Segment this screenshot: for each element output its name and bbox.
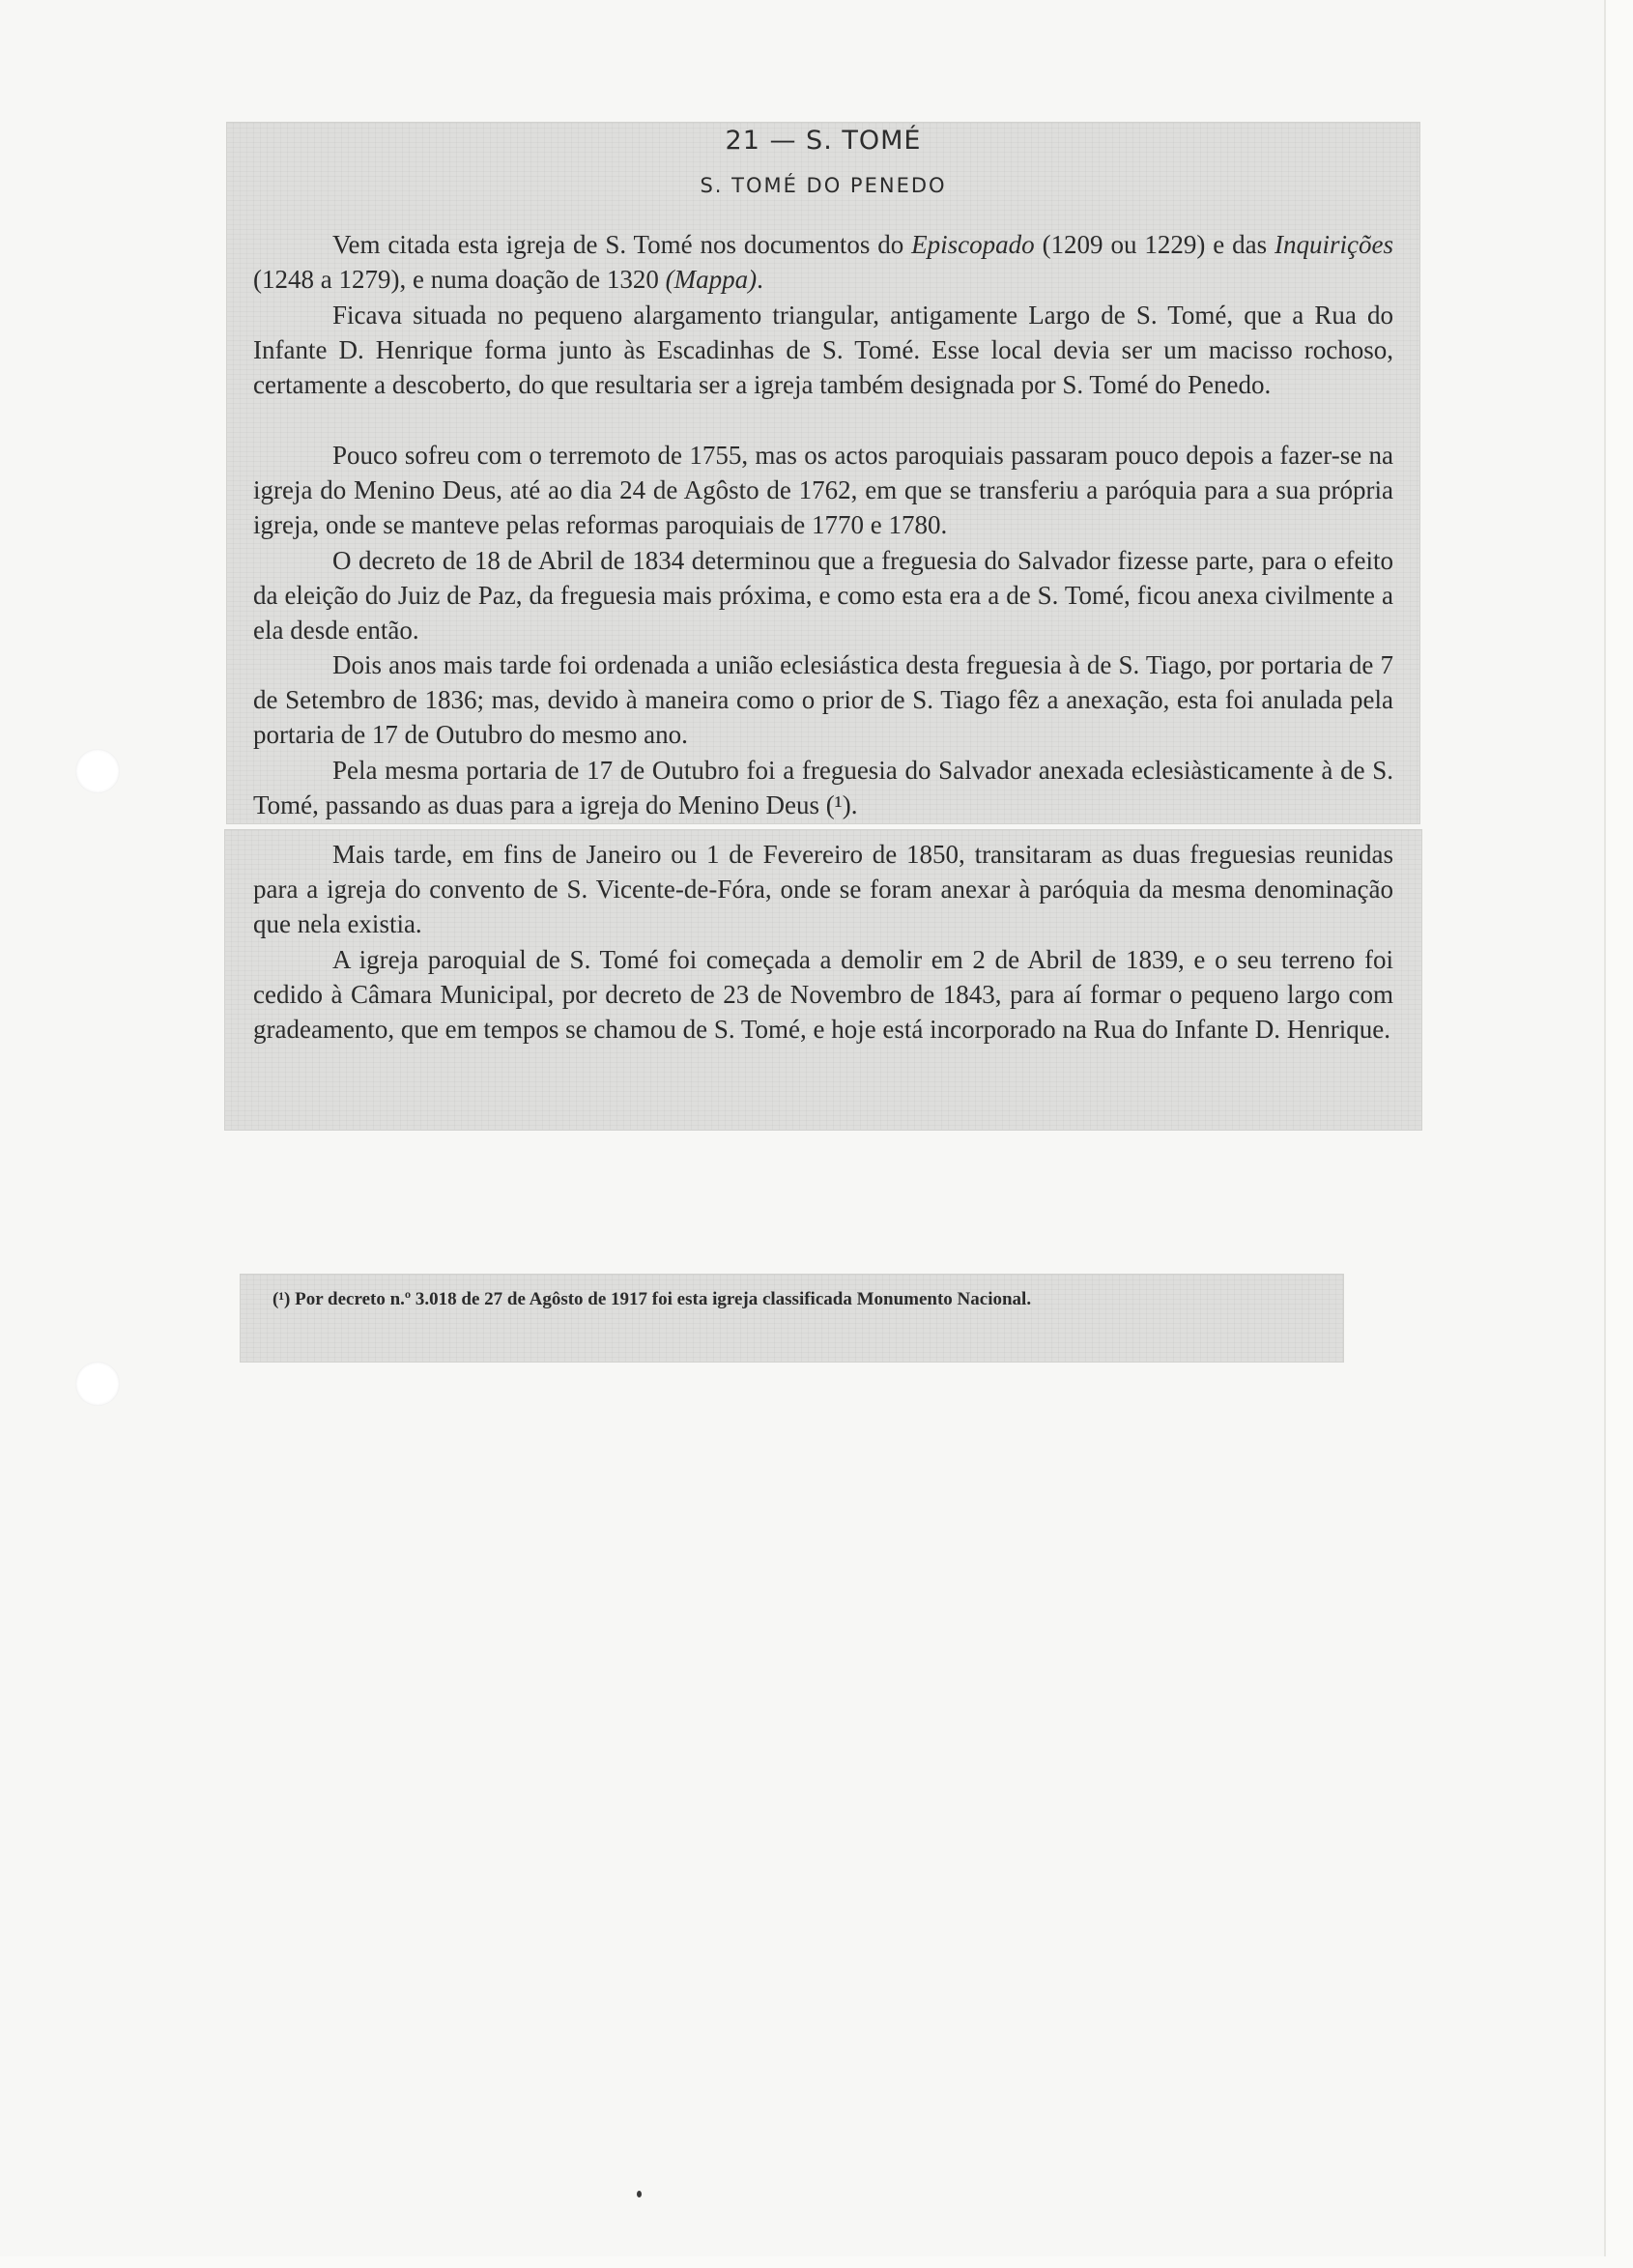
- paragraph-sao-vicente: Mais tarde, em fins de Janeiro ou 1 de Fevereiro de 1850, transitaram as duas freguesias reunidas para a igreja do convento de S. Vicente-de-Fóra, onde se foram anexar à paróquia da mesma denominação que nela existia.: [253, 840, 1393, 938]
- paragraph-decree-1834: O decreto de 18 de Abril de 1834 determinou que a freguesia do Salvador fizesse parte, para o efeito da eleição do Juiz de Paz, da freguesia mais próxima, e como esta era a de S. Tomé, ficou anexa civilmente a ela desde então.: [253, 546, 1393, 645]
- section-title: 21 — S. TOMÉ: [725, 126, 922, 156]
- paragraph-demolition: A igreja paroquial de S. Tomé foi começada a demolir em 2 de Abril de 1839, e o seu terreno foi cedido à Câmara Municipal, por decreto de 23 de Novembro de 1843, para aí formar o pequeno largo com gradeamento, que em tempos se chamou de S. Tomé, e hoje está incorporado na Rua do Infante D. Henrique.: [253, 945, 1393, 1044]
- paragraph-union-1836: Dois anos mais tarde foi ordenada a união eclesiástica desta freguesia à de S. Tiago, por portaria de 7 de Setembro de 1836; mas, devido à maneira como o prior de S. Tiago fêz a anexação, esta foi anulada pela portaria de 17 de Outubro do mesmo ano.: [253, 650, 1393, 749]
- paragraph-location: Ficava situada no pequeno alargamento triangular, antigamente Largo de S. Tomé, que a Rua do Infante D. Henrique forma junto às Escadinhas de S. Tomé. Esse local devia ser um macisso rochoso, certamente a descoberto, do que resultaria ser a igreja também designada por S. Tomé do Penedo.: [253, 301, 1393, 399]
- footnote: (¹) Por decreto n.º 3.018 de 27 de Agôsto de 1917 foi esta igreja classificada Monumento Nacional.: [272, 1289, 1032, 1309]
- paragraph-earthquake: Pouco sofreu com o terremoto de 1755, mas os actos paroquiais passaram pouco depois a fazer-se na igreja do Menino Deus, até ao dia 24 de Agôsto de 1762, em que se transferiu a paróquia para a sua própria igreja, onde se manteve pelas reformas paroquiais de 1770 e 1780.: [253, 441, 1393, 539]
- section-subtitle: S. TOMÉ DO PENEDO: [700, 174, 947, 197]
- punch-hole: [75, 1362, 120, 1406]
- ink-speck: [637, 2191, 642, 2197]
- punch-hole: [75, 749, 120, 793]
- paragraph-episcopado: Vem citada esta igreja de S. Tomé nos documentos do Episcopado (1209 ou 1229) e das Inquirições (1248 a 1279), e numa doação de 1320 (Mappa).: [253, 230, 1393, 294]
- paragraph-annexation: Pela mesma portaria de 17 de Outubro foi a freguesia do Salvador anexada eclesiàsticamente à de S. Tomé, passando as duas para a igreja do Menino Deus (¹).: [253, 756, 1393, 819]
